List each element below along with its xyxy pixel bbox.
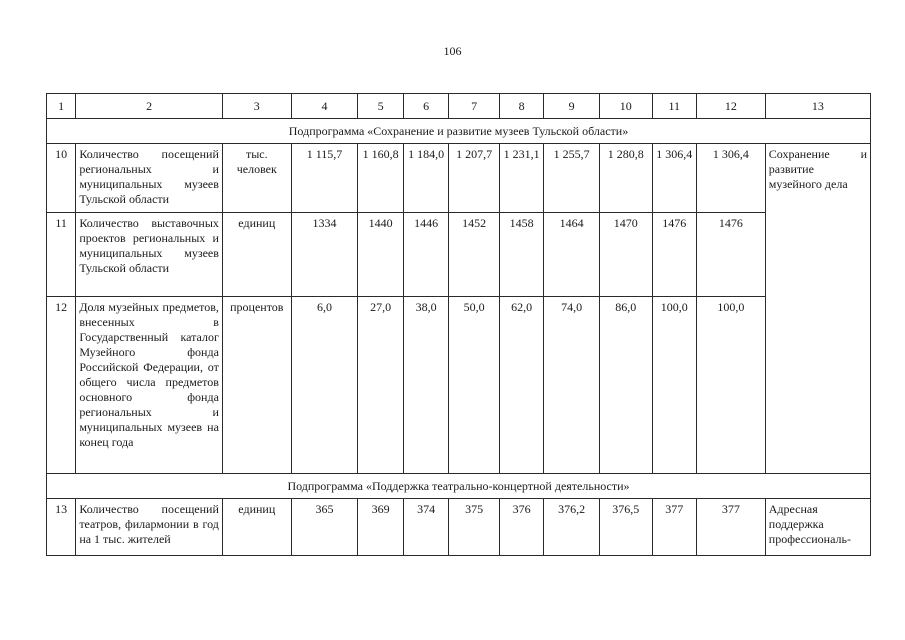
value-cell: 62,0 bbox=[499, 297, 543, 474]
value-cell: 86,0 bbox=[599, 297, 652, 474]
indicator-name: Количество посещений театров, филармонии в год на 1 тыс. жителей bbox=[76, 499, 223, 556]
subprogram-row bbox=[47, 474, 871, 499]
column-header: 1 bbox=[47, 94, 76, 119]
value-cell: 1 184,0 bbox=[403, 144, 448, 213]
unit: единиц bbox=[222, 213, 291, 297]
subprogram-title: Подпрограмма «Поддержка театрально-концертной деятельности» bbox=[47, 474, 871, 499]
value-cell: 369 bbox=[358, 499, 403, 556]
value-cell: 1334 bbox=[291, 213, 358, 297]
value-cell: 50,0 bbox=[449, 297, 500, 474]
table-row bbox=[47, 144, 871, 213]
value-cell: 38,0 bbox=[403, 297, 448, 474]
value-cell: 1 306,4 bbox=[652, 144, 696, 213]
value-cell: 377 bbox=[697, 499, 766, 556]
row-number: 13 bbox=[47, 499, 76, 556]
value-cell: 1 160,8 bbox=[358, 144, 403, 213]
value-cell: 365 bbox=[291, 499, 358, 556]
value-cell: 1476 bbox=[652, 213, 696, 297]
indicator-name: Доля музейных предметов, внесенных в Государственный каталог Музейного фонда Российской Федерации, от общего числа предметов основного фонда региональных и муниципальных музеев на конец года bbox=[76, 297, 223, 474]
column-header: 4 bbox=[291, 94, 358, 119]
column-header: 9 bbox=[544, 94, 600, 119]
column-header: 11 bbox=[652, 94, 696, 119]
value-cell: 74,0 bbox=[544, 297, 600, 474]
column-header: 7 bbox=[449, 94, 500, 119]
subprogram-title: Подпрограмма «Сохранение и развитие музеев Тульской области» bbox=[47, 119, 871, 144]
value-cell: 27,0 bbox=[358, 297, 403, 474]
value-cell: 1446 bbox=[403, 213, 448, 297]
value-cell: 1 231,1 bbox=[499, 144, 543, 213]
column-header: 6 bbox=[403, 94, 448, 119]
value-cell: 1458 bbox=[499, 213, 543, 297]
indicator-name: Количество выставочных проектов региональных и муниципальных музеев Тульской области bbox=[76, 213, 223, 297]
value-cell: 1476 bbox=[697, 213, 766, 297]
value-cell: 374 bbox=[403, 499, 448, 556]
table-row bbox=[47, 499, 871, 556]
table-row bbox=[47, 213, 871, 297]
value-cell: 1440 bbox=[358, 213, 403, 297]
expected-result: Адресная поддержка профессиональ- bbox=[765, 499, 870, 556]
value-cell: 1 280,8 bbox=[599, 144, 652, 213]
unit: единиц bbox=[222, 499, 291, 556]
value-cell: 1 306,4 bbox=[697, 144, 766, 213]
value-cell: 376 bbox=[499, 499, 543, 556]
row-number: 12 bbox=[47, 297, 76, 474]
indicator-name: Количество посещений региональных и муниципальных музеев Тульской области bbox=[76, 144, 223, 213]
expected-result: Сохранение и развитие музейного дела bbox=[765, 144, 870, 474]
value-cell: 6,0 bbox=[291, 297, 358, 474]
row-number: 11 bbox=[47, 213, 76, 297]
column-numbers-row bbox=[47, 94, 871, 119]
value-cell: 1 207,7 bbox=[449, 144, 500, 213]
value-cell: 100,0 bbox=[697, 297, 766, 474]
value-cell: 376,2 bbox=[544, 499, 600, 556]
column-header: 8 bbox=[499, 94, 543, 119]
page-number: 106 bbox=[443, 44, 462, 58]
column-header: 3 bbox=[222, 94, 291, 119]
indicators-table bbox=[46, 93, 871, 556]
column-header: 13 bbox=[765, 94, 870, 119]
unit: процентов bbox=[222, 297, 291, 474]
value-cell: 1 255,7 bbox=[544, 144, 600, 213]
subprogram-row bbox=[47, 119, 871, 144]
value-cell: 1 115,7 bbox=[291, 144, 358, 213]
unit: тыс. человек bbox=[222, 144, 291, 213]
value-cell: 1470 bbox=[599, 213, 652, 297]
column-header: 5 bbox=[358, 94, 403, 119]
value-cell: 100,0 bbox=[652, 297, 696, 474]
row-number: 10 bbox=[47, 144, 76, 213]
value-cell: 375 bbox=[449, 499, 500, 556]
table-row bbox=[47, 297, 871, 474]
value-cell: 377 bbox=[652, 499, 696, 556]
column-header: 2 bbox=[76, 94, 223, 119]
value-cell: 1452 bbox=[449, 213, 500, 297]
value-cell: 376,5 bbox=[599, 499, 652, 556]
column-header: 12 bbox=[697, 94, 766, 119]
value-cell: 1464 bbox=[544, 213, 600, 297]
column-header: 10 bbox=[599, 94, 652, 119]
